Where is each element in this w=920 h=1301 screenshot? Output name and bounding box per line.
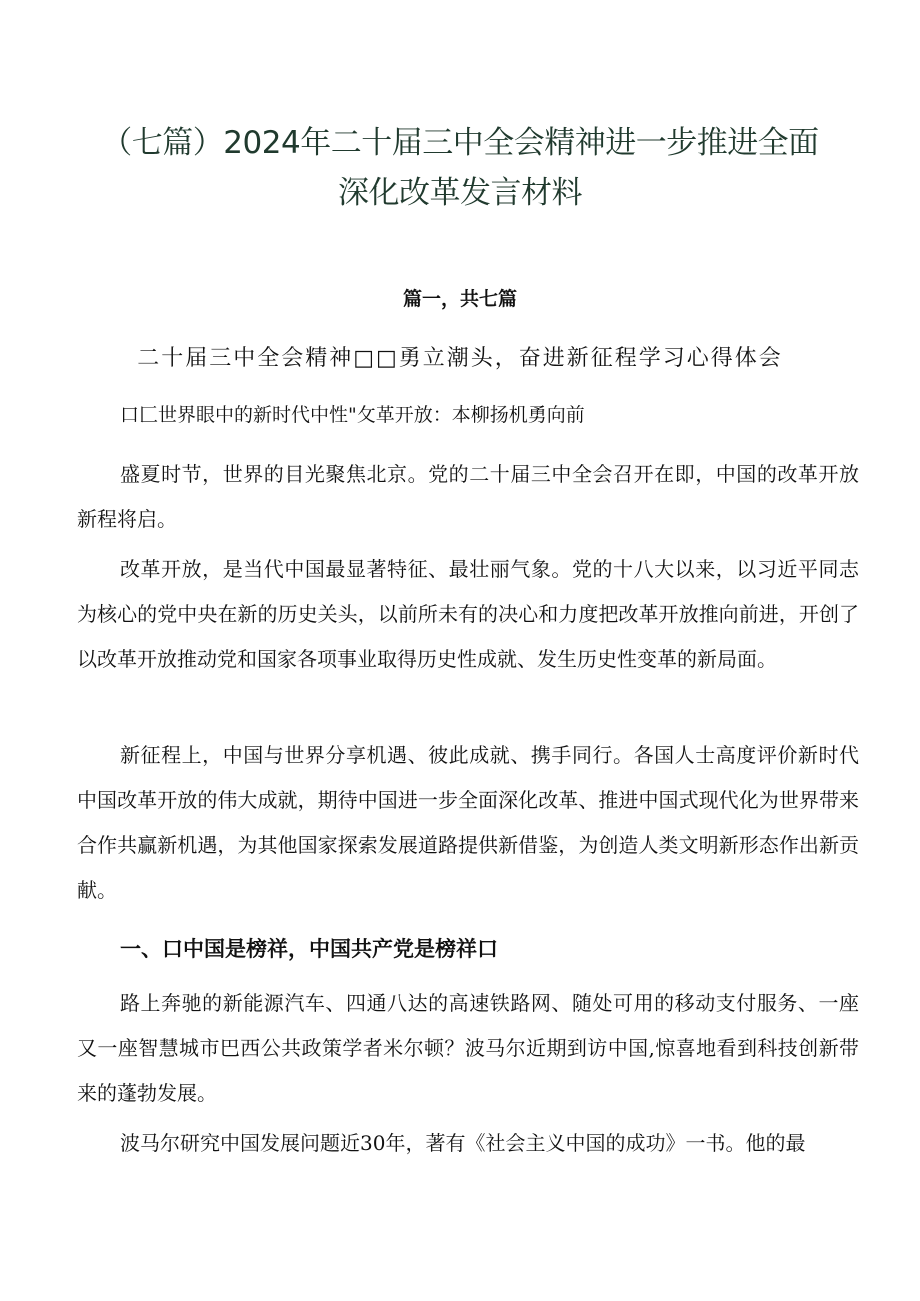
title-line-1: （七篇）2024年二十届三中全会精神进一步推进全面 <box>101 125 819 161</box>
paragraph-1: 盛夏时节，世界的目光聚焦北京。党的二十届三中全会召开在即，中国的改革开放新程将启。 <box>77 462 859 531</box>
section-heading-1: 一、口中国是榜祥，中国共产党是榜祥口 <box>120 937 498 961</box>
paragraph-2: 改革开放，是当代中国最显著特征、最壮丽气象。党的十八大以来，以习近平同志为核心的党中央在新的历史关头，以前所未有的决心和力度把改革开放推向前进，开创了以改革开放推动党和国家各项事业取得历史性成就、发生历史性变革的新局面。 <box>77 557 859 671</box>
section-label: 篇一，共七篇 <box>402 288 517 310</box>
paragraph-3: 新征程上，中国与世界分享机遇、彼此成就、携手同行。各国人士高度评价新时代中国改革开放的伟大成就，期待中国进一步全面深化改革、推进中国式现代化为世界带来合作共赢新机遇，为其他国家探索发展道路提供新借鉴，为创造人类文明新形态作出新贡献。 <box>77 743 859 902</box>
article-lead: 口匚世界眼中的新时代中性"攵革开放：本柳扬机勇向前 <box>120 404 585 426</box>
document-title <box>60 118 860 218</box>
title-line-2: 深化改革发言材料 <box>338 175 582 211</box>
paragraph-4: 路上奔驰的新能源汽车、四通八达的高速铁路网、随处可用的移动支付服务、一座又一座智慧城市巴西公共政策学者米尔顿？波马尔近期到访中国,惊喜地看到科技创新带来的蓬勃发展。 <box>77 991 859 1105</box>
paragraph-5: 波马尔研究中国发展问题近30年，著有《社会主义中国的成功》一书。他的最 <box>120 1131 806 1155</box>
article-subtitle: 二十届三中全会精神□□勇立潮头，奋进新征程学习心得体会 <box>137 346 783 371</box>
